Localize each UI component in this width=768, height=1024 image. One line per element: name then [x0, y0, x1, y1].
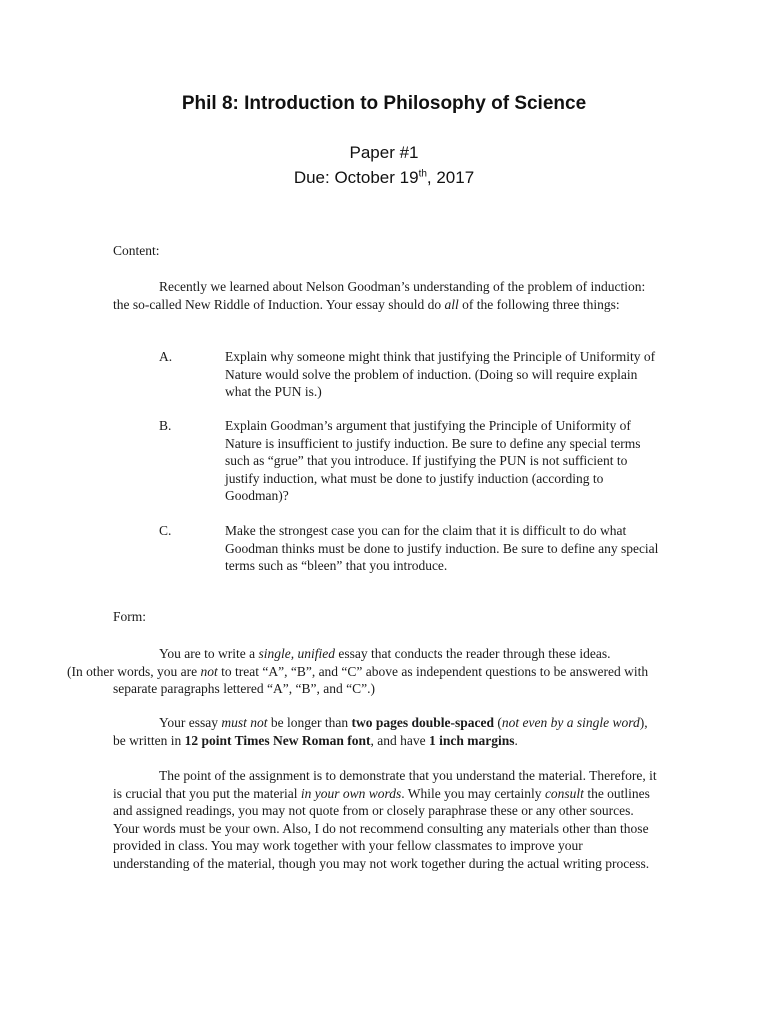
item-letter: C. [159, 523, 172, 538]
item-text: Explain why someone might think that justifying the Principle of Uniformity of Nature would solve the problem of induction. (Doing so will require explain what the PUN is.) [225, 349, 656, 400]
form-heading: Form: [113, 609, 147, 624]
item-letter: A. [159, 349, 173, 364]
form-paragraph-1: You are to write a single, unified essay that conducts the reader through these ideas. (In other words, you are not to treat “A”, “B”, and “C” above as independent questions to be answered with separate paragraphs lettered “A”, “B”, and “C”.) [67, 646, 649, 697]
content-heading: Content: [113, 243, 160, 258]
due-date: Due: October 19th, 2017 [293, 168, 475, 187]
form-paragraph-3: The point of the assignment is to demonstrate that you understand the material. Therefore, it is crucial that you put the material in your own words. While you may certainly consult the outlines and assigned readings, you may not quote from or closely paraphrase these or any other sources. Your words must be your own. Also, I do not recommend consulting any materials other than those provided in class. You may work together with your fellow classmates to improve your understanding of the material, though you may not work together during the actual writing process. [113, 768, 657, 871]
page-title: Phil 8: Introduction to Philosophy of Science [181, 93, 587, 114]
item-letter: B. [159, 418, 172, 433]
form-paragraph-2: Your essay must not be longer than two pages double-spaced (not even by a single word), be written in 12 point Times New Roman font, and have 1 inch margins. [113, 715, 648, 748]
paper-number: Paper #1 [349, 143, 419, 162]
item-text: Explain Goodman’s argument that justifying the Principle of Uniformity of Nature is insufficient to justify induction. Be sure to define any special terms such as “grue” that you introduce. If justifying the PUN is not sufficient to justify induction, what must be done to justify induction (according to Goodman)? [225, 418, 641, 504]
item-text: Make the strongest case you can for the claim that it is difficult to do what Goodman thinks must be done to justify induction. Be sure to define any special terms such as “bleen” that you introduce. [225, 523, 659, 574]
content-intro-paragraph: Recently we learned about Nelson Goodman’s understanding of the problem of induction: the so-called New Riddle of Induction. Your essay should do all of the following three things: [113, 279, 646, 312]
